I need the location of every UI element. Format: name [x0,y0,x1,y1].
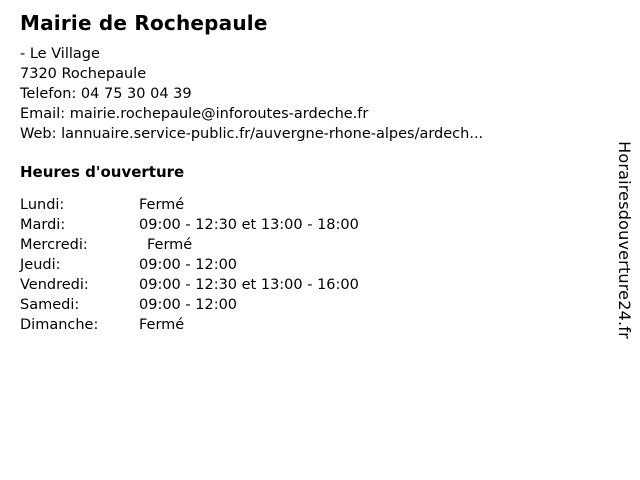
day-hours: Fermé [139,317,185,333]
day-hours: 09:00 - 12:00 [139,297,238,313]
day-label: Mercredi: [20,237,88,253]
day-hours: 09:00 - 12:30 et 13:00 - 16:00 [139,277,359,293]
day-hours: 09:00 - 12:30 et 13:00 - 18:00 [139,217,359,233]
phone-line: Telefon: 04 75 30 04 39 [20,86,192,102]
day-hours: Fermé [139,197,185,213]
hours-row-friday [20,275,600,295]
opening-hours-table [20,195,600,335]
address-line-2: 7320 Rochepaule [20,66,147,82]
day-hours: Fermé [147,237,193,253]
hours-row-tuesday [20,215,600,235]
hours-row-thursday [20,255,600,275]
day-label: Jeudi: [20,257,61,273]
email-line: Email: mairie.rochepaule@inforoutes-ardeche.fr [20,106,369,122]
site-watermark-vertical-text: Horairesdouverture24.fr [615,141,634,339]
opening-hours-title: Heures d'ouverture [20,163,185,181]
hours-row-wednesday [20,235,600,255]
day-label: Dimanche: [20,317,99,333]
day-hours: 09:00 - 12:00 [139,257,238,273]
hours-row-saturday [20,295,600,315]
website-line: Web: lannuaire.service-public.fr/auvergne-rhone-alpes/ardech... [20,126,484,142]
day-label: Lundi: [20,197,65,213]
page-title: Mairie de Rochepaule [20,11,268,35]
day-label: Mardi: [20,217,66,233]
hours-row-sunday [20,315,600,335]
address-line-1: - Le Village [20,46,100,62]
hours-row-monday [20,195,600,215]
day-label: Vendredi: [20,277,89,293]
contact-info [20,44,600,144]
day-label: Samedi: [20,297,80,313]
